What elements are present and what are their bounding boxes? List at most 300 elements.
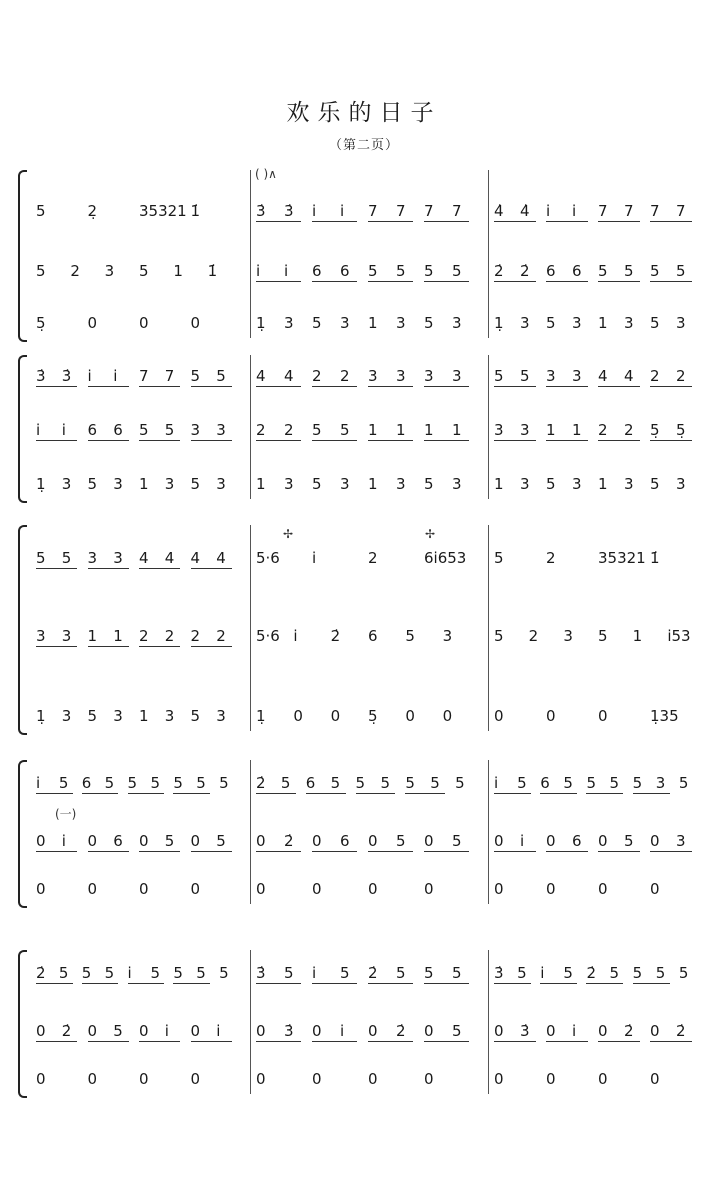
beam-underline — [36, 983, 73, 984]
beam-underline — [139, 568, 180, 569]
note: 0 — [256, 1070, 266, 1088]
note: 3 — [676, 832, 686, 850]
barline — [488, 355, 489, 499]
slur-ornament: ( )∧ — [255, 167, 277, 181]
note: 3 — [61, 475, 72, 493]
note: 6 — [368, 627, 378, 645]
beam-underline — [598, 281, 640, 282]
note: 0 — [424, 1022, 434, 1040]
note: 5 — [452, 832, 462, 850]
beam-underline — [88, 568, 129, 569]
note: 0 — [598, 832, 608, 850]
note: 5 — [312, 314, 322, 332]
note: 3 — [164, 475, 175, 493]
note: 5 — [396, 964, 406, 982]
note: 0 — [190, 832, 201, 850]
note: 0 — [312, 1070, 322, 1088]
beam-underline — [368, 1041, 413, 1042]
beam-underline — [312, 281, 357, 282]
note: 1 — [139, 475, 149, 493]
note: 6 — [340, 832, 350, 850]
beam-underline — [36, 568, 77, 569]
note: 7 — [598, 202, 608, 220]
repeat-ornament: (一) — [55, 807, 77, 821]
beam-underline — [586, 793, 623, 794]
beam-underline — [36, 851, 77, 852]
note: 1 — [173, 262, 183, 280]
note: 5 — [430, 774, 440, 792]
note: 5 — [655, 964, 666, 982]
note: 2̇ — [61, 1022, 72, 1040]
note: 2̇ — [284, 832, 294, 850]
note: 0 — [36, 1022, 46, 1040]
beam-underline — [368, 386, 413, 387]
note: 5 — [609, 964, 620, 982]
note: 3 — [340, 475, 350, 493]
beam-underline — [633, 983, 670, 984]
note: 3 — [442, 627, 453, 645]
note: 5 — [164, 832, 175, 850]
note: 0 — [36, 832, 46, 850]
note: 5 — [190, 475, 201, 493]
note: 3 — [284, 314, 294, 332]
beam-underline — [424, 1041, 469, 1042]
note: 2̣ — [87, 202, 98, 220]
beam-underline — [546, 221, 588, 222]
beam-underline — [494, 386, 536, 387]
note: 3 — [113, 475, 123, 493]
beam-underline — [494, 851, 536, 852]
note: 7 — [396, 202, 406, 220]
note: i — [340, 202, 345, 220]
note: 0 — [190, 1022, 201, 1040]
note: 2 — [284, 421, 294, 439]
note: 1̇ — [650, 549, 660, 567]
note: i — [572, 202, 577, 220]
note: 6 — [113, 832, 123, 850]
note: 5 — [368, 262, 378, 280]
note: 0 — [494, 832, 504, 850]
note: 2̇ — [330, 627, 341, 645]
note: 5̣ — [676, 421, 686, 439]
beam-underline — [256, 983, 301, 984]
note: 5 — [650, 262, 660, 280]
note: 1 — [598, 314, 608, 332]
note: 5 — [563, 964, 573, 982]
note: 1̣ — [256, 707, 266, 725]
note: 2 — [340, 367, 350, 385]
note: 1̣ — [36, 707, 46, 725]
system-brace — [18, 170, 27, 342]
note: 0 — [546, 1022, 556, 1040]
note: 0 — [494, 1022, 504, 1040]
note: 1 — [598, 475, 608, 493]
beam-underline — [191, 646, 232, 647]
beam-underline — [256, 1041, 301, 1042]
note: 5̣ — [650, 421, 660, 439]
note: 5 — [455, 774, 465, 792]
note: 5 — [624, 832, 634, 850]
note: 0 — [424, 1070, 434, 1088]
note: 3̇ — [520, 1022, 530, 1040]
note: 2 — [528, 627, 539, 645]
note: 0 — [139, 1070, 149, 1088]
note: 5·6 — [256, 549, 280, 567]
note: 5 — [173, 774, 183, 792]
beam-underline — [312, 221, 357, 222]
beam-underline — [128, 983, 165, 984]
note: 2̇ — [586, 964, 596, 982]
beam-underline — [173, 983, 210, 984]
note: 2̇ — [256, 774, 266, 792]
note: 5 — [452, 262, 462, 280]
note: 3 — [61, 707, 72, 725]
note: 3 — [396, 367, 406, 385]
note: 5 — [424, 314, 434, 332]
note: i — [520, 832, 525, 850]
note: 5 — [81, 964, 92, 982]
barline — [488, 525, 489, 731]
note: 5 — [340, 964, 350, 982]
note: 2 — [368, 549, 378, 567]
note: i — [127, 964, 132, 982]
note: 3̇ — [284, 202, 294, 220]
note: 2 — [546, 549, 556, 567]
note: 5 — [405, 627, 415, 645]
note: 0 — [494, 707, 504, 725]
note: 2̇ — [520, 262, 530, 280]
beam-underline — [405, 793, 445, 794]
note: i — [540, 964, 545, 982]
note: 3 — [676, 314, 686, 332]
note: 4 — [216, 549, 226, 567]
note: 3 — [216, 421, 226, 439]
note: 3 — [113, 707, 123, 725]
note: 2̇ — [676, 1022, 686, 1040]
note: 5 — [598, 262, 608, 280]
beam-underline — [546, 386, 588, 387]
note: 0 — [650, 1022, 660, 1040]
note: 0 — [312, 832, 322, 850]
note: 3 — [520, 314, 530, 332]
note: 5 — [546, 314, 556, 332]
note: i — [312, 549, 317, 567]
note: 1 — [632, 627, 643, 645]
system-brace — [18, 355, 27, 503]
note: 1 — [139, 707, 149, 725]
note: i — [87, 367, 92, 385]
note: 5 — [424, 475, 434, 493]
note: 5 — [87, 707, 98, 725]
note: 0 — [36, 1070, 46, 1088]
note: 3 — [424, 367, 434, 385]
beam-underline — [368, 983, 413, 984]
note: 1 — [452, 421, 462, 439]
beam-underline — [598, 386, 640, 387]
beam-underline — [36, 793, 73, 794]
beam-underline — [256, 221, 301, 222]
beam-underline — [88, 440, 129, 441]
note: 5 — [139, 421, 149, 439]
note: 5 — [424, 964, 434, 982]
note: 3 — [396, 314, 406, 332]
note: 5 — [104, 964, 115, 982]
note: 0 — [190, 880, 201, 898]
note: 5·6 — [256, 627, 280, 645]
note: 2̇ — [36, 964, 46, 982]
note: 2 — [676, 367, 686, 385]
beam-underline — [139, 851, 180, 852]
note: 5 — [127, 774, 138, 792]
note: 2 — [312, 367, 322, 385]
note: 5 — [216, 832, 226, 850]
beam-underline — [82, 793, 119, 794]
barline — [488, 760, 489, 904]
beam-underline — [191, 851, 232, 852]
note: 1 — [572, 421, 582, 439]
page-subtitle: （第二页） — [328, 138, 399, 153]
note: 0 — [650, 832, 660, 850]
note: 1 — [396, 421, 406, 439]
beam-underline — [650, 221, 692, 222]
note: 7 — [368, 202, 378, 220]
note: 1̣ — [36, 475, 46, 493]
note: 5 — [624, 262, 634, 280]
note: 7 — [164, 367, 175, 385]
note: 5 — [520, 367, 530, 385]
note: 0 — [598, 880, 608, 898]
note: 1̣ — [494, 314, 504, 332]
beam-underline — [424, 386, 469, 387]
beam-underline — [191, 1041, 232, 1042]
beam-underline — [256, 386, 301, 387]
beam-underline — [546, 851, 588, 852]
note: 3̇ — [494, 964, 504, 982]
note: 5 — [58, 774, 69, 792]
note: 5 — [517, 964, 527, 982]
note: 2 — [624, 421, 634, 439]
note: 0 — [139, 1022, 149, 1040]
note: 1̣35 — [650, 707, 679, 725]
note: 5 — [190, 707, 201, 725]
note: 4 — [164, 549, 175, 567]
beam-underline — [494, 221, 536, 222]
note: 3 — [494, 421, 504, 439]
note: 5 — [494, 367, 504, 385]
note: 0 — [442, 707, 453, 725]
note: 5 — [58, 964, 69, 982]
note: 1 — [494, 475, 504, 493]
beam-underline — [424, 440, 469, 441]
note: 0 — [546, 1070, 556, 1088]
beam-underline — [650, 1041, 692, 1042]
note: 3 — [563, 627, 573, 645]
note: 0 — [87, 1070, 98, 1088]
note: 0 — [256, 1022, 266, 1040]
beam-underline — [139, 440, 180, 441]
note: i53 — [667, 627, 691, 645]
beam-underline — [494, 440, 536, 441]
note: 4̇ — [494, 202, 504, 220]
note: 2̇ — [494, 262, 504, 280]
note: 1̇ — [190, 202, 201, 220]
note: 3 — [452, 314, 462, 332]
barline — [250, 950, 251, 1094]
note: i — [284, 262, 289, 280]
note: 5̣ — [368, 707, 378, 725]
beam-underline — [173, 793, 210, 794]
beam-underline — [36, 440, 77, 441]
beam-underline — [368, 851, 413, 852]
note: 5 — [113, 1022, 123, 1040]
system-brace — [18, 950, 27, 1098]
beam-underline — [312, 440, 357, 441]
note: 6 — [81, 774, 92, 792]
note: 3̇ — [36, 367, 46, 385]
note: 0 — [598, 1022, 608, 1040]
barline — [488, 170, 489, 338]
note: 0 — [139, 880, 149, 898]
note: 3 — [520, 421, 530, 439]
note: 5 — [494, 549, 504, 567]
note: i — [293, 627, 298, 645]
note: 3 — [655, 774, 666, 792]
note: 4 — [139, 549, 149, 567]
note: 1 — [368, 475, 378, 493]
note: 6 — [113, 421, 123, 439]
note: 0 — [293, 707, 303, 725]
beam-underline — [424, 851, 469, 852]
note: 4 — [598, 367, 608, 385]
note: 5 — [405, 774, 415, 792]
note: 3 — [36, 627, 46, 645]
note: 0 — [190, 1070, 201, 1088]
beam-underline — [424, 221, 469, 222]
note: 3 — [546, 367, 556, 385]
note: 5 — [494, 627, 504, 645]
note: 1 — [87, 627, 98, 645]
note: 5 — [452, 1022, 462, 1040]
note: 0 — [256, 880, 266, 898]
note: 5 — [632, 774, 643, 792]
note: 3 — [61, 627, 72, 645]
beam-underline — [256, 793, 296, 794]
note: 5 — [36, 262, 46, 280]
beam-underline — [36, 386, 77, 387]
note: 1 — [368, 421, 378, 439]
note: 1 — [424, 421, 434, 439]
note: i — [494, 774, 499, 792]
note: 6 — [572, 262, 582, 280]
star-ornament: ✢ — [425, 527, 436, 541]
note: 5 — [61, 549, 72, 567]
note: 0 — [190, 314, 201, 332]
note: i — [36, 421, 41, 439]
note: 0 — [650, 880, 660, 898]
note: 5 — [330, 774, 341, 792]
note: i — [216, 1022, 221, 1040]
beam-underline — [312, 983, 357, 984]
note: 5 — [650, 314, 660, 332]
note: 7 — [676, 202, 686, 220]
note: 3 — [452, 367, 462, 385]
beam-underline — [191, 568, 232, 569]
beam-underline — [312, 386, 357, 387]
note: 1 — [113, 627, 123, 645]
note: 5 — [164, 421, 175, 439]
beam-underline — [82, 983, 119, 984]
note: 5 — [396, 832, 406, 850]
note: 7 — [650, 202, 660, 220]
note: 5 — [452, 964, 462, 982]
barline — [250, 525, 251, 731]
note: 3 — [368, 367, 378, 385]
note: 3̇ — [284, 1022, 294, 1040]
beam-underline — [494, 281, 536, 282]
note: 5 — [104, 774, 115, 792]
note: 5 — [36, 202, 46, 220]
note: 1̣ — [256, 314, 266, 332]
note: 2 — [190, 627, 201, 645]
note: 0 — [87, 880, 98, 898]
note: 5 — [355, 774, 366, 792]
note: 5 — [517, 774, 527, 792]
note: 5 — [598, 627, 608, 645]
beam-underline — [88, 386, 129, 387]
note: 3 — [520, 475, 530, 493]
note: 3 — [284, 475, 294, 493]
note: 5 — [546, 475, 556, 493]
note: 3̇ — [256, 964, 266, 982]
note: 2̇ — [624, 1022, 634, 1040]
note: 5 — [219, 964, 229, 982]
beam-underline — [88, 851, 129, 852]
note: 3 — [572, 314, 582, 332]
note: 3 — [624, 475, 634, 493]
beam-underline — [494, 793, 531, 794]
note: 1 — [368, 314, 378, 332]
note: 6 — [340, 262, 350, 280]
beam-underline — [540, 983, 577, 984]
beam-underline — [256, 440, 301, 441]
note: 2 — [139, 627, 149, 645]
note: 0 — [36, 880, 46, 898]
note: 5 — [219, 774, 229, 792]
note: 2 — [598, 421, 608, 439]
note: i — [164, 1022, 169, 1040]
note: 2 — [650, 367, 660, 385]
beam-underline — [191, 386, 232, 387]
note: 2 — [70, 262, 80, 280]
note: 0 — [368, 832, 378, 850]
note: 7 — [624, 202, 634, 220]
note: 0 — [546, 832, 556, 850]
note: 2̇ — [368, 964, 378, 982]
note: 5 — [150, 774, 160, 792]
note: 5 — [190, 367, 201, 385]
beam-underline — [356, 793, 396, 794]
note: 5 — [196, 774, 206, 792]
note: 35321 — [598, 549, 646, 567]
note: 0 — [312, 1022, 322, 1040]
beam-underline — [88, 646, 129, 647]
barline — [250, 760, 251, 904]
note: 3 — [113, 549, 123, 567]
note: 2 — [216, 627, 226, 645]
note: 0 — [546, 707, 556, 725]
note: 0 — [368, 880, 378, 898]
note: 3 — [104, 262, 115, 280]
